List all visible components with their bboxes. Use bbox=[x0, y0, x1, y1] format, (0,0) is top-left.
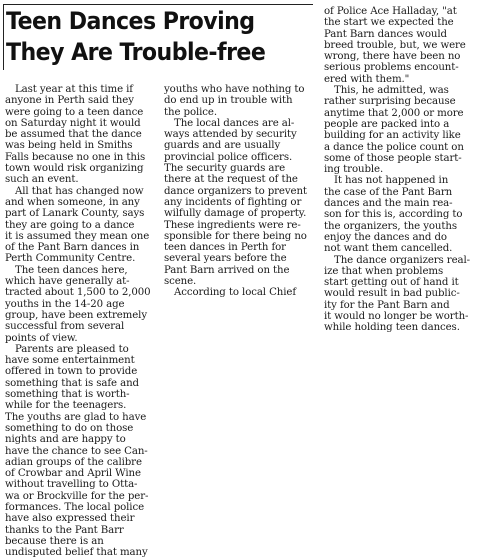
article-text-line: wa or Brockville for the per- bbox=[5, 490, 149, 502]
article-text-line: Falls because no one in this bbox=[5, 151, 146, 163]
article-text-line: tracted about 1,500 to 2,000 bbox=[5, 287, 151, 299]
article-column-1 bbox=[5, 84, 158, 558]
article-text-line: These ingredients were re- bbox=[164, 219, 301, 231]
article-text-line: it would no longer be worth- bbox=[324, 311, 469, 323]
article-text-line: sponsible for there being no bbox=[164, 230, 307, 242]
article-text-line: have the chance to see Can- bbox=[5, 445, 148, 457]
article-text-line: several years before the bbox=[164, 253, 287, 265]
article-text-line: All that has changed now bbox=[15, 185, 144, 197]
article-text-line: rather surprising because bbox=[324, 96, 456, 108]
article-text-line: start getting out of hand it bbox=[324, 277, 459, 289]
article-text-line: nights and are happy to bbox=[5, 434, 126, 446]
article-text-line: do end up in trouble with bbox=[164, 95, 293, 107]
article-text-line: Last year at this time if bbox=[15, 84, 133, 95]
headline bbox=[6, 6, 287, 68]
article-text-line: there at the request of the bbox=[164, 174, 298, 186]
headline-line-1: Teen Dances Proving bbox=[6, 7, 255, 35]
article-text-line: successful from several bbox=[5, 321, 125, 333]
article-text-line: have some entertainment bbox=[5, 355, 135, 367]
article-text-line: guards and are usually bbox=[164, 140, 281, 152]
headline-rule-left bbox=[3, 4, 4, 70]
article-text-line: serious problems encount- bbox=[324, 62, 459, 74]
article-text-line: something that is worth- bbox=[5, 389, 130, 401]
article-text-line: thanks to the Pant Barr bbox=[5, 524, 124, 536]
article-text-line: anytime that 2,000 or more bbox=[324, 107, 464, 119]
article-text-line: The security guards are bbox=[164, 163, 286, 175]
article-text-line: it is assumed they mean one bbox=[5, 230, 150, 242]
article-text-line: youths who have nothing to bbox=[164, 84, 305, 95]
article-column-3 bbox=[324, 6, 477, 334]
article-text-line: The dance organizers real- bbox=[334, 254, 470, 266]
article-text-line: According to local Chief bbox=[174, 287, 297, 299]
article-text-line: offered in town to provide bbox=[5, 366, 138, 378]
article-text-line: dance organizers to prevent bbox=[164, 185, 307, 197]
article-text-line: Pant Barn arrived on the bbox=[164, 264, 290, 276]
article-text-line: ways attended by security bbox=[164, 129, 297, 141]
article-text-line: be assumed that the dance bbox=[5, 129, 142, 141]
article-text-line: while for the teenagers. bbox=[5, 400, 127, 412]
article-text-line: were going to a teen dance bbox=[5, 106, 144, 118]
article-text-line: wilfully damage of property. bbox=[164, 208, 307, 220]
article-text-line: ize that when problems bbox=[324, 265, 444, 277]
article-text-line: such an event. bbox=[5, 174, 79, 186]
article-text-line: of Crowbar and April Wine bbox=[5, 468, 141, 480]
article-text-line: ing trouble. bbox=[324, 164, 384, 176]
article-text-line: a dance the police count on bbox=[324, 141, 464, 153]
article-text-line: of Police Ace Halladay, "at bbox=[324, 6, 457, 17]
article-text-line: adian groups of the calibre bbox=[5, 456, 142, 468]
article-text-line: son for this is, according to bbox=[324, 209, 463, 221]
article-text-line: formances. The local police bbox=[5, 501, 145, 513]
article-text-line: group, have been extremely bbox=[5, 309, 147, 321]
article-text-line: the police. bbox=[164, 106, 217, 118]
article-text-line: something that is safe and bbox=[5, 377, 139, 389]
article-text-line: youths in the 14-20 age bbox=[5, 298, 125, 310]
article-text-line: anyone in Perth said they bbox=[5, 95, 134, 107]
article-text-line: the start we expected the bbox=[324, 17, 454, 29]
article-text-line: they are going to a dance bbox=[5, 219, 135, 231]
article-text-line: Perth Community Centre. bbox=[5, 253, 136, 265]
article-text-line: on Saturday night it would bbox=[5, 117, 141, 129]
headline-line-2: They Are Trouble-free bbox=[6, 38, 266, 66]
article-text-line: enjoy the dances and do bbox=[324, 231, 447, 243]
article-text-line: The local dances are al- bbox=[174, 117, 295, 129]
article-text-line: people are packed into a bbox=[324, 118, 450, 130]
article-text-line: The youths are glad to have bbox=[5, 411, 147, 423]
article-text-line: which have generally at- bbox=[5, 276, 130, 288]
article-text-line: scene. bbox=[164, 276, 197, 288]
article-text-line: ity for the Pant Barn and bbox=[324, 299, 450, 311]
article-text-line: while holding teen dances. bbox=[324, 322, 460, 334]
article-text-line: and when someone, in any bbox=[5, 196, 140, 208]
article-text-line: This, he admitted, was bbox=[334, 85, 449, 97]
article-text-line: without travelling to Otta- bbox=[5, 479, 138, 491]
article-text-line: of the Pant Barn dances in bbox=[5, 242, 140, 254]
article-text-line: have also expressed their bbox=[5, 513, 135, 525]
article-text-line: some of those people start- bbox=[324, 152, 462, 164]
article-text-line: undisputed belief that many bbox=[5, 547, 148, 558]
article-text-line: Parents are pleased to bbox=[15, 343, 129, 355]
article-text-line: teen dances in Perth for bbox=[164, 242, 286, 254]
article-text-line: breed trouble, but, we were bbox=[324, 39, 466, 51]
article-text-line: the organizers, the youths bbox=[324, 220, 457, 232]
article-text-line: wrong, there have been no bbox=[324, 51, 461, 63]
article-text-line: not want them cancelled. bbox=[324, 243, 453, 255]
article-text-line: It has not happened in bbox=[334, 175, 449, 187]
article-text-line: something to do on those bbox=[5, 422, 134, 434]
article-text-line: The teen dances here, bbox=[15, 264, 128, 276]
article-text-line: any incidents of fighting or bbox=[164, 196, 302, 208]
article-text-line: the case of the Pant Barn bbox=[324, 186, 453, 198]
article-text-line: Pant Barn dances would bbox=[324, 28, 447, 40]
article-text-line: dances and the main rea- bbox=[324, 198, 453, 210]
article-text-line: building for an activity like bbox=[324, 130, 461, 142]
article-text-line: town would risk organizing bbox=[5, 163, 144, 175]
article-text-line: provincial police officers. bbox=[164, 151, 293, 163]
article-text-line: was being held in Smiths bbox=[5, 140, 133, 152]
article-text-line: points of view. bbox=[5, 332, 78, 344]
article-text-line: ered with them." bbox=[324, 73, 410, 85]
article-column-2 bbox=[164, 84, 312, 299]
headline-rule-top bbox=[3, 4, 313, 5]
article-text-line: part of Lanark County, says bbox=[5, 208, 145, 220]
article-text-line: because there is an bbox=[5, 535, 104, 547]
article-text-line: would result in bad public- bbox=[324, 288, 460, 300]
